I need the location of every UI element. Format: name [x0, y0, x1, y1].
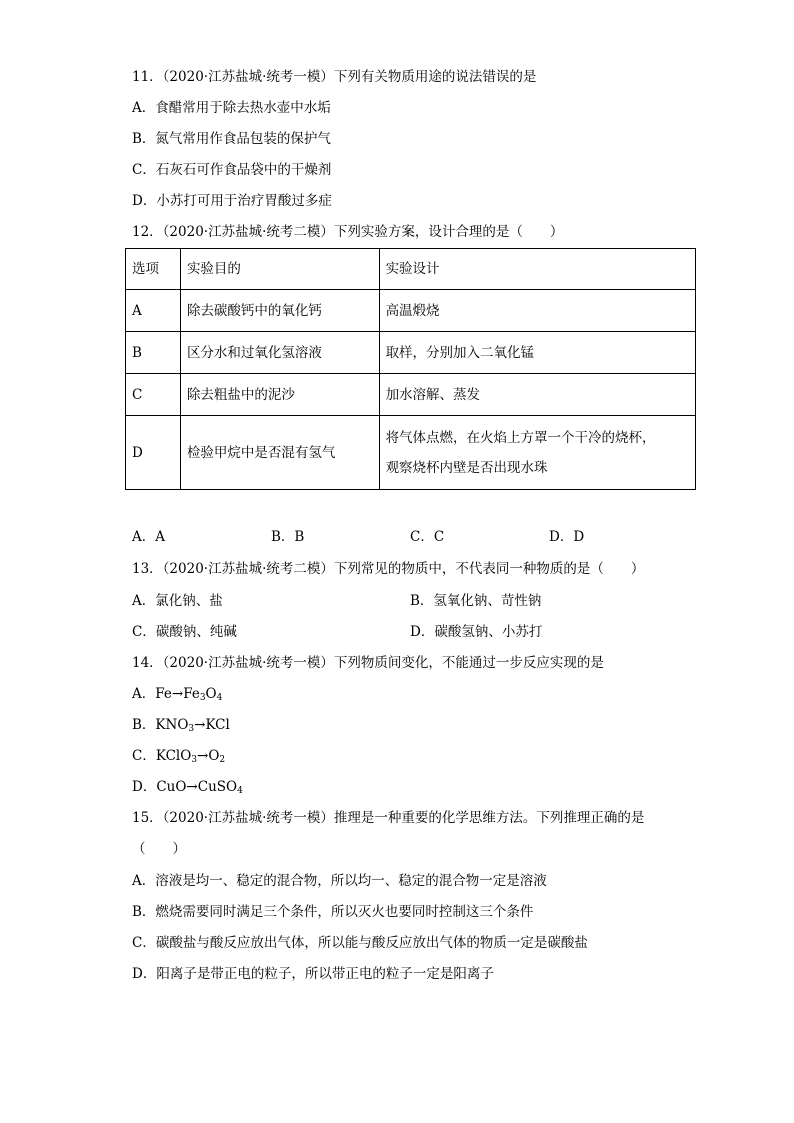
q15-option-d[interactable]: D．阳离子是带正电的粒子，所以带正电的粒子一定是阳离子: [132, 966, 494, 982]
q14-option-d[interactable]: [132, 778, 243, 800]
q15-option-a[interactable]: A．溶液是均一、稳定的混合物，所以均一、稳定的混合物一定是溶液: [132, 873, 547, 889]
table-row: [126, 290, 696, 332]
subscript: 2: [219, 755, 226, 765]
q12-option-a[interactable]: A．A: [132, 529, 165, 545]
row-purpose: 除去粗盐中的泥沙: [180, 374, 379, 416]
row-design: 高温煅烧: [379, 290, 695, 332]
reactant: KClO: [155, 748, 192, 764]
q11-option-b[interactable]: B．氮气常用作食品包装的保护气: [132, 131, 331, 147]
q11-option-a[interactable]: A．食醋常用于除去热水壶中水垢: [132, 100, 331, 116]
q12-stem: 12．（2020·江苏盐城·统考二模）下列实验方案，设计合理的是（ ）: [132, 224, 564, 240]
q14-option-c[interactable]: [132, 747, 225, 769]
q12-option-d[interactable]: D．D: [549, 529, 585, 545]
arrow-icon: →: [171, 686, 184, 702]
q13-option-a[interactable]: A．氯化钠、盐: [132, 593, 223, 609]
product: Fe: [183, 686, 200, 702]
q13-option-d[interactable]: D．碳酸氢钠、小苏打: [410, 624, 543, 640]
row-design-line: 将气体点燃，在火焰上方罩一个干冷的烧杯，: [385, 429, 656, 446]
product: O: [208, 748, 220, 764]
product-part: O: [205, 686, 217, 702]
reactant: KNO: [155, 717, 189, 733]
option-prefix: A．: [132, 686, 156, 702]
q14-option-a[interactable]: [132, 685, 222, 707]
row-purpose: 除去碳酸钙中的氧化钙: [180, 290, 379, 332]
arrow-icon: →: [194, 717, 206, 733]
experiment-table: [125, 248, 696, 490]
table-header-row: [126, 249, 696, 290]
table-row: [126, 374, 696, 416]
row-design: [379, 416, 695, 490]
option-prefix: B．: [132, 717, 156, 733]
q15-option-c[interactable]: C．碳酸盐与酸反应放出气体，所以能与酸反应放出气体的物质一定是碳酸盐: [132, 935, 588, 951]
q12-option-c[interactable]: C．C: [410, 529, 445, 545]
reactant: Fe: [155, 686, 172, 702]
row-purpose: 检验甲烷中是否混有氢气: [180, 416, 379, 490]
subscript: 4: [237, 786, 243, 796]
subscript: 3: [191, 755, 198, 765]
product: CuSO: [197, 779, 238, 795]
header-design: 实验设计: [379, 249, 695, 290]
q15-stem-continuation: （ ）: [132, 841, 186, 857]
row-option: C: [126, 374, 181, 416]
q14-stem: 14．（2020·江苏盐城·统考一模）下列物质间变化，不能通过一步反应实现的是: [132, 655, 604, 671]
table-row: [126, 416, 696, 490]
row-option: B: [126, 332, 181, 374]
q15-option-b[interactable]: B．燃烧需要同时满足三个条件，所以灭火也要同时控制这三个条件: [132, 904, 534, 920]
subscript: 4: [216, 693, 223, 703]
product: KCl: [205, 717, 230, 733]
header-purpose: 实验目的: [180, 249, 379, 290]
q14-option-b[interactable]: [132, 716, 230, 738]
row-purpose: 区分水和过氧化氢溶液: [180, 332, 379, 374]
q12-option-b[interactable]: B．B: [271, 529, 305, 545]
q11-stem: 11．（2020·江苏盐城·统考一模）下列有关物质用途的说法错误的是: [132, 69, 537, 85]
q13-stem: 13．（2020·江苏盐城·统考二模）下列常见的物质中，不代表同一种物质的是（ ）: [132, 561, 645, 577]
row-option: A: [126, 290, 181, 332]
row-option: D: [126, 416, 181, 490]
subscript: 3: [188, 724, 195, 734]
option-prefix: D．: [132, 779, 157, 795]
q15-stem: 15．（2020·江苏盐城·统考一模）推理是一种重要的化学思维方法。下列推理正确的是: [132, 810, 645, 826]
header-option: 选项: [126, 249, 181, 290]
subscript: 3: [199, 693, 206, 703]
arrow-icon: →: [197, 748, 209, 764]
option-prefix: C．: [132, 748, 156, 764]
q13-option-c[interactable]: C．碳酸钠、纯碱: [132, 624, 237, 640]
table-row: [126, 332, 696, 374]
q11-option-c[interactable]: C．石灰石可作食品袋中的干燥剂: [132, 162, 332, 178]
q13-option-b[interactable]: B．氢氧化钠、苛性钠: [410, 593, 542, 609]
arrow-icon: →: [186, 779, 198, 795]
q11-option-d[interactable]: D．小苏打可用于治疗胃酸过多症: [132, 193, 332, 209]
reactant: CuO: [156, 779, 187, 795]
row-design: 取样，分别加入二氧化锰: [379, 332, 695, 374]
row-design: 加水溶解、蒸发: [379, 374, 695, 416]
row-design-line: 观察烧杯内壁是否出现水珠: [385, 459, 548, 476]
